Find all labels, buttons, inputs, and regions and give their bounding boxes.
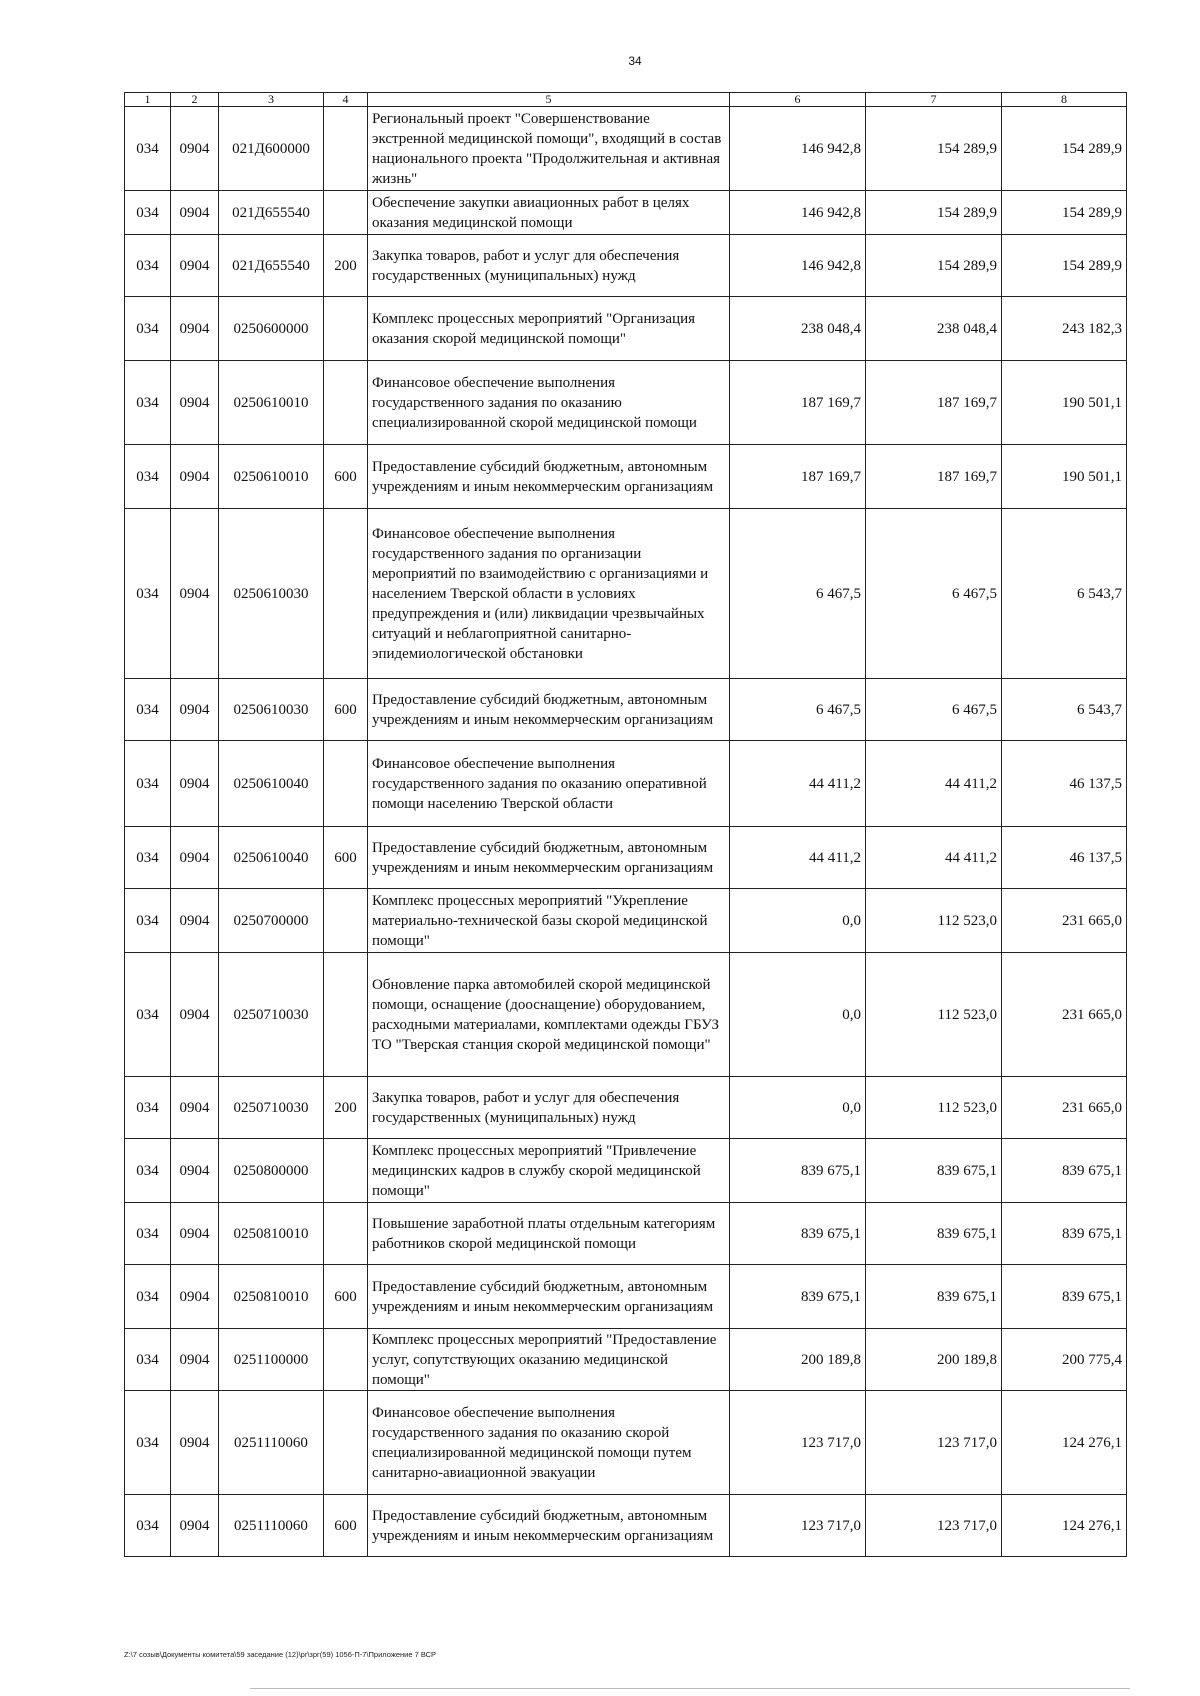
- expense-type-cell: [324, 953, 368, 1077]
- amount-year2-cell: 154 289,9: [866, 235, 1002, 297]
- amount-year3-cell: 839 675,1: [1002, 1139, 1127, 1203]
- amount-year1-cell: 839 675,1: [730, 1265, 866, 1329]
- column-header: 3: [219, 93, 324, 107]
- expense-type-cell: [324, 361, 368, 445]
- amount-year1-cell: 187 169,7: [730, 361, 866, 445]
- expense-type-cell: 600: [324, 1265, 368, 1329]
- amount-year3-cell: 6 543,7: [1002, 509, 1127, 679]
- expense-type-cell: [324, 297, 368, 361]
- column-header: 1: [125, 93, 171, 107]
- expense-type-cell: 600: [324, 679, 368, 741]
- amount-year1-cell: 200 189,8: [730, 1329, 866, 1391]
- amount-year1-cell: 146 942,8: [730, 191, 866, 235]
- amount-year1-cell: 44 411,2: [730, 827, 866, 889]
- amount-year3-cell: 124 276,1: [1002, 1495, 1127, 1557]
- ministry-code-cell: 034: [125, 297, 171, 361]
- ministry-code-cell: 034: [125, 107, 171, 191]
- expense-type-cell: 600: [324, 1495, 368, 1557]
- expense-type-cell: [324, 107, 368, 191]
- table-row: [125, 297, 1127, 361]
- target-article-cell: 0250610040: [219, 741, 324, 827]
- ministry-code-cell: 034: [125, 889, 171, 953]
- table-row: [125, 1265, 1127, 1329]
- amount-year3-cell: 154 289,9: [1002, 191, 1127, 235]
- description-cell: Обновление парка автомобилей скорой медицинской помощи, оснащение (дооснащение) оборудованием, расходными материалами, комплектами одежды ГБУЗ ТО "Тверская станция скорой медицинской помощи": [368, 953, 730, 1077]
- table-row: [125, 679, 1127, 741]
- expense-type-cell: 600: [324, 827, 368, 889]
- description-cell: Закупка товаров, работ и услуг для обеспечения государственных (муниципальных) нужд: [368, 235, 730, 297]
- description-cell: Финансовое обеспечение выполнения государственного задания по оказанию специализированной скорой медицинской помощи: [368, 361, 730, 445]
- section-code-cell: 0904: [171, 827, 219, 889]
- column-number-row: [125, 93, 1127, 107]
- amount-year2-cell: 112 523,0: [866, 1077, 1002, 1139]
- table-row: [125, 1077, 1127, 1139]
- amount-year3-cell: 46 137,5: [1002, 741, 1127, 827]
- amount-year2-cell: 187 169,7: [866, 361, 1002, 445]
- amount-year1-cell: 123 717,0: [730, 1495, 866, 1557]
- section-code-cell: 0904: [171, 1139, 219, 1203]
- target-article-cell: 0250710030: [219, 1077, 324, 1139]
- description-cell: Финансовое обеспечение выполнения государственного задания по организации мероприятий по взаимодействию с организациями и населением Тверской области в условиях предупреждения и (или) ликвидации чрезвычайных ситуаций и неблагоприятной санитарно-эпидемиологической обстановки: [368, 509, 730, 679]
- table-body: [125, 107, 1127, 1557]
- table-row: [125, 889, 1127, 953]
- column-header: 2: [171, 93, 219, 107]
- target-article-cell: 0250710030: [219, 953, 324, 1077]
- amount-year3-cell: 231 665,0: [1002, 1077, 1127, 1139]
- table-row: [125, 953, 1127, 1077]
- amount-year2-cell: 187 169,7: [866, 445, 1002, 509]
- description-cell: Предоставление субсидий бюджетным, автономным учреждениям и иным некоммерческим организациям: [368, 445, 730, 509]
- table-row: [125, 1495, 1127, 1557]
- amount-year2-cell: 112 523,0: [866, 889, 1002, 953]
- amount-year3-cell: 46 137,5: [1002, 827, 1127, 889]
- ministry-code-cell: 034: [125, 361, 171, 445]
- amount-year1-cell: 44 411,2: [730, 741, 866, 827]
- description-cell: Предоставление субсидий бюджетным, автономным учреждениям и иным некоммерческим организациям: [368, 1495, 730, 1557]
- section-code-cell: 0904: [171, 1203, 219, 1265]
- table-row: [125, 445, 1127, 509]
- amount-year1-cell: 6 467,5: [730, 509, 866, 679]
- amount-year3-cell: 243 182,3: [1002, 297, 1127, 361]
- amount-year1-cell: 238 048,4: [730, 297, 866, 361]
- description-cell: Обеспечение закупки авиационных работ в целях оказания медицинской помощи: [368, 191, 730, 235]
- target-article-cell: 0250610010: [219, 445, 324, 509]
- target-article-cell: 0250610030: [219, 679, 324, 741]
- budget-table: [124, 92, 1127, 1557]
- description-cell: Предоставление субсидий бюджетным, автономным учреждениям и иным некоммерческим организациям: [368, 1265, 730, 1329]
- ministry-code-cell: 034: [125, 191, 171, 235]
- amount-year3-cell: 124 276,1: [1002, 1391, 1127, 1495]
- expense-type-cell: [324, 509, 368, 679]
- amount-year2-cell: 200 189,8: [866, 1329, 1002, 1391]
- ministry-code-cell: 034: [125, 1139, 171, 1203]
- amount-year3-cell: 839 675,1: [1002, 1265, 1127, 1329]
- section-code-cell: 0904: [171, 509, 219, 679]
- amount-year1-cell: 839 675,1: [730, 1203, 866, 1265]
- table-row: [125, 1391, 1127, 1495]
- amount-year3-cell: 190 501,1: [1002, 361, 1127, 445]
- table-row: [125, 827, 1127, 889]
- section-code-cell: 0904: [171, 1495, 219, 1557]
- target-article-cell: 0250610010: [219, 361, 324, 445]
- amount-year1-cell: 0,0: [730, 953, 866, 1077]
- description-cell: Региональный проект "Совершенствование экстренной медицинской помощи", входящий в состав национального проекта "Продолжительная и активная жизнь": [368, 107, 730, 191]
- target-article-cell: 0251110060: [219, 1495, 324, 1557]
- target-article-cell: 0250810010: [219, 1265, 324, 1329]
- description-cell: Финансовое обеспечение выполнения государственного задания по оказанию оперативной помощи населению Тверской области: [368, 741, 730, 827]
- target-article-cell: 0251100000: [219, 1329, 324, 1391]
- section-code-cell: 0904: [171, 1077, 219, 1139]
- section-code-cell: 0904: [171, 1265, 219, 1329]
- description-cell: Комплекс процессных мероприятий "Предоставление услуг, сопутствующих оказанию медицинской помощи": [368, 1329, 730, 1391]
- expense-type-cell: 200: [324, 235, 368, 297]
- ministry-code-cell: 034: [125, 741, 171, 827]
- amount-year2-cell: 123 717,0: [866, 1495, 1002, 1557]
- amount-year2-cell: 44 411,2: [866, 741, 1002, 827]
- amount-year3-cell: 154 289,9: [1002, 235, 1127, 297]
- expense-type-cell: [324, 741, 368, 827]
- ministry-code-cell: 034: [125, 1203, 171, 1265]
- section-code-cell: 0904: [171, 889, 219, 953]
- amount-year2-cell: 44 411,2: [866, 827, 1002, 889]
- expense-type-cell: [324, 1203, 368, 1265]
- footer-divider: [250, 1688, 1130, 1689]
- table-row: [125, 509, 1127, 679]
- ministry-code-cell: 034: [125, 1495, 171, 1557]
- amount-year3-cell: 6 543,7: [1002, 679, 1127, 741]
- amount-year3-cell: 190 501,1: [1002, 445, 1127, 509]
- ministry-code-cell: 034: [125, 827, 171, 889]
- description-cell: Финансовое обеспечение выполнения государственного задания по оказанию скорой специализированной медицинской помощи путем санитарно-авиационной эвакуации: [368, 1391, 730, 1495]
- amount-year2-cell: 238 048,4: [866, 297, 1002, 361]
- description-cell: Комплекс процессных мероприятий "Привлечение медицинских кадров в службу скорой медицинской помощи": [368, 1139, 730, 1203]
- expense-type-cell: 600: [324, 445, 368, 509]
- target-article-cell: 021Д655540: [219, 235, 324, 297]
- amount-year1-cell: 146 942,8: [730, 235, 866, 297]
- ministry-code-cell: 034: [125, 1329, 171, 1391]
- amount-year2-cell: 839 675,1: [866, 1139, 1002, 1203]
- column-header: 7: [866, 93, 1002, 107]
- table-row: [125, 741, 1127, 827]
- amount-year2-cell: 6 467,5: [866, 509, 1002, 679]
- section-code-cell: 0904: [171, 107, 219, 191]
- amount-year2-cell: 123 717,0: [866, 1391, 1002, 1495]
- target-article-cell: 0250810010: [219, 1203, 324, 1265]
- table-row: [125, 1329, 1127, 1391]
- ministry-code-cell: 034: [125, 953, 171, 1077]
- ministry-code-cell: 034: [125, 445, 171, 509]
- target-article-cell: 021Д600000: [219, 107, 324, 191]
- expense-type-cell: [324, 1329, 368, 1391]
- table-row: [125, 361, 1127, 445]
- amount-year1-cell: 839 675,1: [730, 1139, 866, 1203]
- table-row: [125, 191, 1127, 235]
- ministry-code-cell: 034: [125, 1265, 171, 1329]
- description-cell: Предоставление субсидий бюджетным, автономным учреждениям и иным некоммерческим организациям: [368, 827, 730, 889]
- section-code-cell: 0904: [171, 1329, 219, 1391]
- amount-year2-cell: 839 675,1: [866, 1203, 1002, 1265]
- target-article-cell: 021Д655540: [219, 191, 324, 235]
- table-row: [125, 1203, 1127, 1265]
- amount-year3-cell: 200 775,4: [1002, 1329, 1127, 1391]
- ministry-code-cell: 034: [125, 679, 171, 741]
- target-article-cell: 0250610030: [219, 509, 324, 679]
- target-article-cell: 0251110060: [219, 1391, 324, 1495]
- description-cell: Повышение заработной платы отдельным категориям работников скорой медицинской помощи: [368, 1203, 730, 1265]
- amount-year3-cell: 839 675,1: [1002, 1203, 1127, 1265]
- expense-type-cell: [324, 191, 368, 235]
- amount-year1-cell: 146 942,8: [730, 107, 866, 191]
- amount-year1-cell: 0,0: [730, 889, 866, 953]
- amount-year3-cell: 154 289,9: [1002, 107, 1127, 191]
- amount-year2-cell: 112 523,0: [866, 953, 1002, 1077]
- section-code-cell: 0904: [171, 235, 219, 297]
- description-cell: Предоставление субсидий бюджетным, автономным учреждениям и иным некоммерческим организациям: [368, 679, 730, 741]
- ministry-code-cell: 034: [125, 1391, 171, 1495]
- target-article-cell: 0250600000: [219, 297, 324, 361]
- amount-year3-cell: 231 665,0: [1002, 889, 1127, 953]
- amount-year1-cell: 0,0: [730, 1077, 866, 1139]
- expense-type-cell: 200: [324, 1077, 368, 1139]
- amount-year2-cell: 154 289,9: [866, 107, 1002, 191]
- section-code-cell: 0904: [171, 741, 219, 827]
- column-header: 4: [324, 93, 368, 107]
- column-header: 8: [1002, 93, 1127, 107]
- expense-type-cell: [324, 889, 368, 953]
- table-row: [125, 235, 1127, 297]
- table-row: [125, 1139, 1127, 1203]
- section-code-cell: 0904: [171, 445, 219, 509]
- amount-year2-cell: 154 289,9: [866, 191, 1002, 235]
- amount-year1-cell: 123 717,0: [730, 1391, 866, 1495]
- amount-year2-cell: 839 675,1: [866, 1265, 1002, 1329]
- section-code-cell: 0904: [171, 361, 219, 445]
- amount-year3-cell: 231 665,0: [1002, 953, 1127, 1077]
- table-row: [125, 107, 1127, 191]
- target-article-cell: 0250610040: [219, 827, 324, 889]
- section-code-cell: 0904: [171, 1391, 219, 1495]
- expense-type-cell: [324, 1391, 368, 1495]
- column-header: 6: [730, 93, 866, 107]
- page-number: 34: [628, 54, 642, 68]
- column-header: 5: [368, 93, 730, 107]
- section-code-cell: 0904: [171, 191, 219, 235]
- ministry-code-cell: 034: [125, 509, 171, 679]
- target-article-cell: 0250700000: [219, 889, 324, 953]
- amount-year1-cell: 6 467,5: [730, 679, 866, 741]
- description-cell: Комплекс процессных мероприятий "Укрепление материально-технической базы скорой медицинской помощи": [368, 889, 730, 953]
- amount-year2-cell: 6 467,5: [866, 679, 1002, 741]
- ministry-code-cell: 034: [125, 1077, 171, 1139]
- amount-year1-cell: 187 169,7: [730, 445, 866, 509]
- footer-file-path: Z:\7 созыв\Документы комитета\59 заседание (12)\pr\зрг(59) 1056-П-7\Приложение 7 ВСР: [124, 1650, 437, 1659]
- description-cell: Закупка товаров, работ и услуг для обеспечения государственных (муниципальных) нужд: [368, 1077, 730, 1139]
- target-article-cell: 0250800000: [219, 1139, 324, 1203]
- expense-type-cell: [324, 1139, 368, 1203]
- section-code-cell: 0904: [171, 297, 219, 361]
- ministry-code-cell: 034: [125, 235, 171, 297]
- section-code-cell: 0904: [171, 953, 219, 1077]
- section-code-cell: 0904: [171, 679, 219, 741]
- description-cell: Комплекс процессных мероприятий "Организация оказания скорой медицинской помощи": [368, 297, 730, 361]
